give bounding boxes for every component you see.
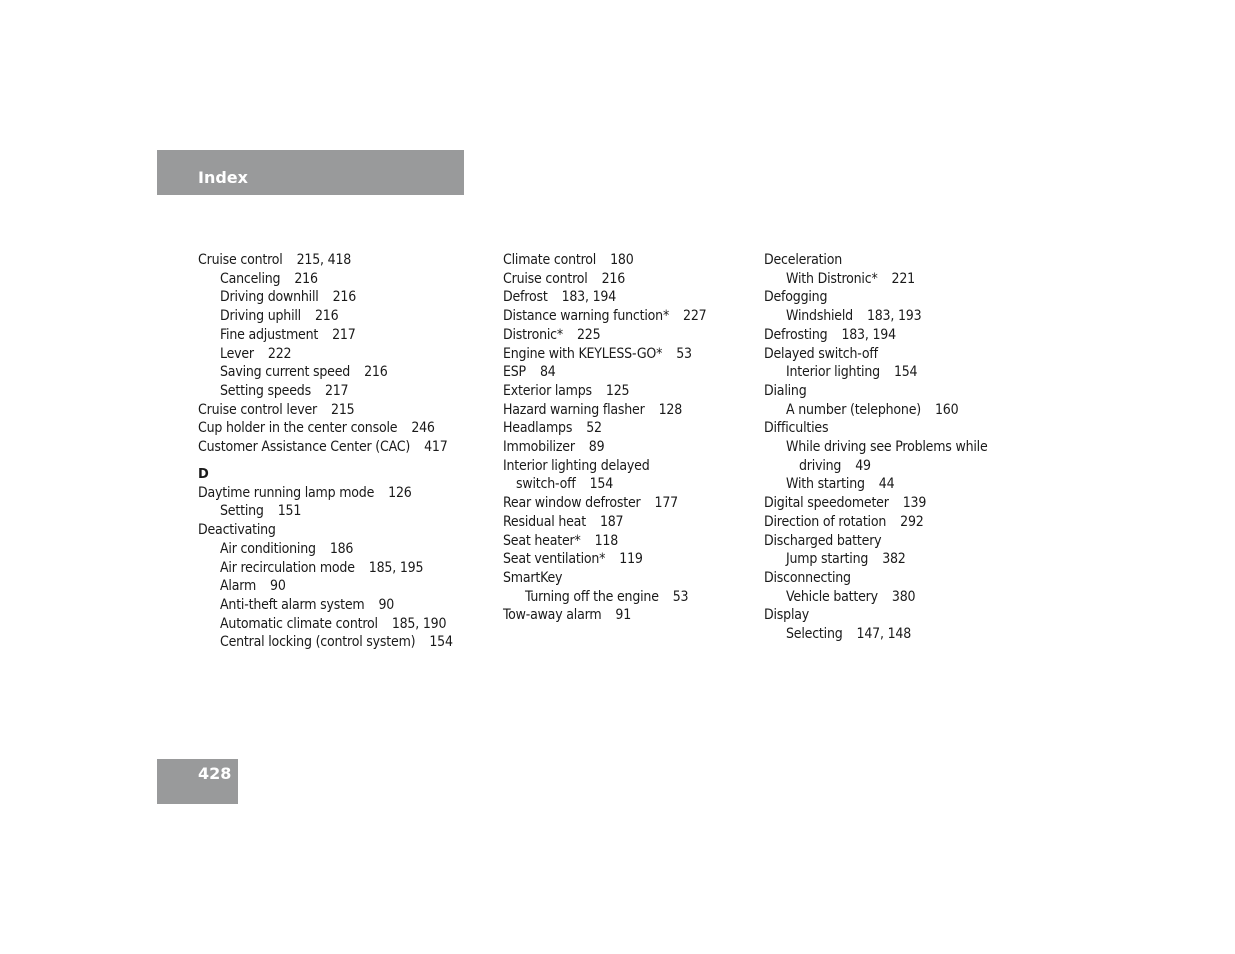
index-entry <box>764 569 988 588</box>
index-entry <box>503 475 706 494</box>
index-subentry <box>198 382 453 401</box>
index-subentry <box>198 577 453 596</box>
index-subentry <box>198 288 453 307</box>
index-entry <box>503 457 706 476</box>
entry-page-ref[interactable]: 221 <box>891 270 915 287</box>
entry-term: Air recirculation mode <box>220 559 355 576</box>
entry-term: Discharged battery <box>764 532 882 549</box>
page-number: 428 <box>198 764 232 783</box>
entry-term: Canceling <box>220 270 281 287</box>
entry-term: Setting speeds <box>220 382 311 399</box>
entry-term: switch-off <box>516 476 576 493</box>
index-entry <box>503 550 706 569</box>
entry-term: ESP <box>503 364 526 381</box>
entry-term: Cruise control lever <box>198 401 318 418</box>
entry-term: Seat ventilation* <box>503 551 606 568</box>
entry-term: Vehicle battery <box>786 588 878 605</box>
entry-page-ref[interactable]: 89 <box>588 439 605 456</box>
entry-page-ref[interactable]: 154 <box>893 364 918 381</box>
entry-page-ref[interactable]: 128 <box>658 401 683 418</box>
entry-page-ref[interactable]: 186 <box>329 540 354 557</box>
entry-term: Exterior lamps <box>503 382 592 399</box>
index-subentry <box>198 502 453 521</box>
entry-term: Distance warning function* <box>503 308 670 325</box>
entry-page-ref[interactable]: 125 <box>605 382 630 399</box>
entry-term: Digital speedometer <box>764 495 889 512</box>
entry-page-ref[interactable]: 84 <box>539 364 556 381</box>
entry-page-ref[interactable]: 380 <box>891 588 916 605</box>
entry-page-ref[interactable]: 183, 193 <box>866 308 922 325</box>
index-subentry <box>764 625 988 644</box>
index-entry <box>503 569 706 588</box>
index-entry <box>503 251 706 270</box>
entry-term: Defogging <box>764 289 828 306</box>
entry-page-ref[interactable]: 49 <box>855 457 871 474</box>
index-entry <box>503 363 706 382</box>
index-subentry <box>764 270 988 289</box>
entry-page-ref[interactable]: 160 <box>934 401 959 418</box>
entry-term: Daytime running lamp mode <box>198 484 375 501</box>
entry-term: Difficulties <box>764 420 829 437</box>
entry-page-ref[interactable]: 53 <box>676 345 692 362</box>
entry-term: Cup holder in the center console <box>198 420 398 437</box>
entry-term: Display <box>764 607 810 624</box>
index-subentry <box>198 345 453 364</box>
entry-term: Selecting <box>786 626 843 643</box>
entry-term: Alarm <box>220 578 257 595</box>
index-subentry <box>198 326 453 345</box>
entry-term: Driving uphill <box>220 308 301 325</box>
entry-term: Engine with KEYLESS-GO* <box>503 345 663 362</box>
entry-page-ref[interactable]: 91 <box>615 607 632 624</box>
index-entry <box>503 382 706 401</box>
index-entry <box>198 484 453 503</box>
entry-term: Seat heater* <box>503 532 581 549</box>
entry-term: Headlamps <box>503 420 573 437</box>
entry-term: Turning off the engine <box>525 588 659 605</box>
index-entry <box>503 307 706 326</box>
index-subentry <box>198 270 453 289</box>
entry-term: Delayed switch-off <box>764 345 878 362</box>
entry-page-ref[interactable]: 225 <box>576 326 601 343</box>
index-entry <box>764 419 988 438</box>
entry-page-ref[interactable]: 147, 148 <box>856 626 912 643</box>
entry-term: Hazard warning flasher <box>503 401 645 418</box>
entry-page-ref[interactable]: 292 <box>900 513 924 530</box>
entry-page-ref[interactable]: 90 <box>378 596 395 613</box>
index-column-1 <box>198 251 453 652</box>
entry-term: Climate control <box>503 252 597 268</box>
index-subentry <box>198 633 453 652</box>
entry-term: With starting <box>786 476 865 493</box>
entry-term: Jump starting <box>786 551 869 568</box>
entry-term: Central locking (control system) <box>220 634 416 651</box>
index-entry <box>764 251 988 270</box>
index-entry <box>198 401 453 420</box>
index-subentry <box>764 475 988 494</box>
index-entry <box>503 270 706 289</box>
index-entry <box>503 513 706 532</box>
index-header-bar <box>157 150 464 195</box>
entry-page-ref[interactable]: 222 <box>267 345 292 362</box>
entry-term: Cruise control <box>198 252 283 268</box>
entry-page-ref[interactable]: 183, 194 <box>561 289 617 306</box>
entry-term: Interior lighting <box>786 364 880 381</box>
index-entry <box>503 438 706 457</box>
entry-page-ref[interactable]: 119 <box>619 551 643 568</box>
entry-page-ref[interactable]: 216 <box>332 289 357 306</box>
entry-term: While driving see Problems while <box>786 439 988 456</box>
entry-page-ref[interactable]: 44 <box>878 476 895 493</box>
entry-page-ref[interactable]: 382 <box>882 551 906 568</box>
entry-term: Distronic* <box>503 326 563 343</box>
entry-term: With Distronic* <box>786 270 878 287</box>
entry-term: Immobilizer <box>503 439 575 456</box>
entry-term: Defrost <box>503 289 548 306</box>
entry-page-ref[interactable]: 90 <box>270 578 286 595</box>
index-entry <box>503 345 706 364</box>
entry-page-ref[interactable]: 185, 195 <box>368 559 424 576</box>
entry-term: Deactivating <box>198 522 276 539</box>
index-entry <box>764 382 988 401</box>
entry-term: Tow-away alarm <box>503 607 602 624</box>
entry-term: SmartKey <box>503 569 563 586</box>
index-entry <box>198 251 453 270</box>
entry-term: Fine adjustment <box>220 326 319 343</box>
index-subentry <box>764 438 988 457</box>
entry-page-ref[interactable]: 417 <box>424 439 448 456</box>
entry-page-ref[interactable]: 246 <box>411 420 435 437</box>
entry-term: A number (telephone) <box>786 401 921 418</box>
entry-page-ref[interactable]: 151 <box>277 503 302 520</box>
entry-page-ref[interactable]: 185, 190 <box>391 615 447 632</box>
entry-term: Driving downhill <box>220 289 319 306</box>
index-letter-heading: D <box>198 466 209 482</box>
entry-page-ref[interactable]: 217 <box>324 382 349 399</box>
entry-term: Defrosting <box>764 326 828 343</box>
entry-term: Cruise control <box>503 270 588 287</box>
entry-page-ref[interactable]: 215 <box>331 401 355 418</box>
index-subentry <box>764 550 988 569</box>
entry-page-ref[interactable]: 227 <box>683 308 707 325</box>
index-column-3 <box>764 251 988 644</box>
entry-page-ref[interactable]: 52 <box>586 420 602 437</box>
entry-term: Deceleration <box>764 252 842 268</box>
entry-term: Interior lighting delayed <box>503 457 650 474</box>
index-subentry <box>198 307 453 326</box>
entry-term: driving <box>799 457 842 474</box>
index-subentry <box>198 540 453 559</box>
entry-page-ref[interactable]: 187 <box>599 513 624 530</box>
index-subentry <box>764 457 988 476</box>
index-subentry <box>503 588 706 607</box>
entry-page-ref[interactable]: 215, 418 <box>296 252 352 268</box>
index-entry <box>503 288 706 307</box>
entry-page-ref[interactable]: 53 <box>672 588 689 605</box>
index-entry <box>503 494 706 513</box>
entry-page-ref[interactable]: 183, 194 <box>841 326 896 343</box>
index-entry <box>503 606 706 625</box>
index-subentry <box>198 615 453 634</box>
entry-term: Disconnecting <box>764 569 851 586</box>
entry-page-ref[interactable]: 154 <box>429 634 453 651</box>
entry-term: Automatic climate control <box>220 615 378 632</box>
index-entry <box>198 419 453 438</box>
index-entry <box>503 401 706 420</box>
index-entry <box>198 521 453 540</box>
entry-term: Direction of rotation <box>764 513 887 530</box>
entry-page-ref[interactable]: 139 <box>902 495 927 512</box>
index-entry <box>198 438 453 457</box>
entry-term: Rear window defroster <box>503 495 641 512</box>
entry-page-ref[interactable]: 154 <box>589 476 614 493</box>
index-entry <box>764 513 988 532</box>
page-title: Index <box>198 168 248 187</box>
index-entry <box>503 326 706 345</box>
index-entry <box>764 532 988 551</box>
entry-page-ref[interactable]: 177 <box>654 495 678 512</box>
entry-term: Residual heat <box>503 513 586 530</box>
index-entry <box>764 288 988 307</box>
index-entry <box>764 326 988 345</box>
index-subentry <box>764 307 988 326</box>
entry-page-ref[interactable]: 180 <box>610 252 634 268</box>
entry-page-ref[interactable]: 216 <box>294 270 318 287</box>
entry-page-ref[interactable]: 118 <box>594 532 619 549</box>
index-subentry <box>198 363 453 382</box>
index-subentry <box>198 596 453 615</box>
entry-page-ref[interactable]: 216 <box>601 270 626 287</box>
entry-term: Anti-theft alarm system <box>220 596 365 613</box>
entry-term: Setting <box>220 503 264 520</box>
entry-page-ref[interactable]: 217 <box>332 326 356 343</box>
entry-term: Dialing <box>764 382 807 399</box>
index-subentry <box>198 559 453 578</box>
index-subentry <box>764 588 988 607</box>
index-entry <box>764 345 988 364</box>
entry-term: Lever <box>220 345 254 362</box>
entry-term: Windshield <box>786 308 853 325</box>
index-entry <box>764 606 988 625</box>
index-entry <box>764 494 988 513</box>
index-subentry <box>764 401 988 420</box>
entry-term: Air conditioning <box>220 540 316 557</box>
entry-page-ref[interactable]: 216 <box>314 308 339 325</box>
index-column-2 <box>503 251 706 625</box>
entry-term: Saving current speed <box>220 364 351 381</box>
page-number-box <box>157 759 238 804</box>
index-entry <box>503 532 706 551</box>
index-entry <box>503 419 706 438</box>
entry-page-ref[interactable]: 126 <box>388 484 412 501</box>
entry-term: Customer Assistance Center (CAC) <box>198 439 411 456</box>
entry-page-ref[interactable]: 216 <box>364 364 388 381</box>
index-subentry <box>764 363 988 382</box>
